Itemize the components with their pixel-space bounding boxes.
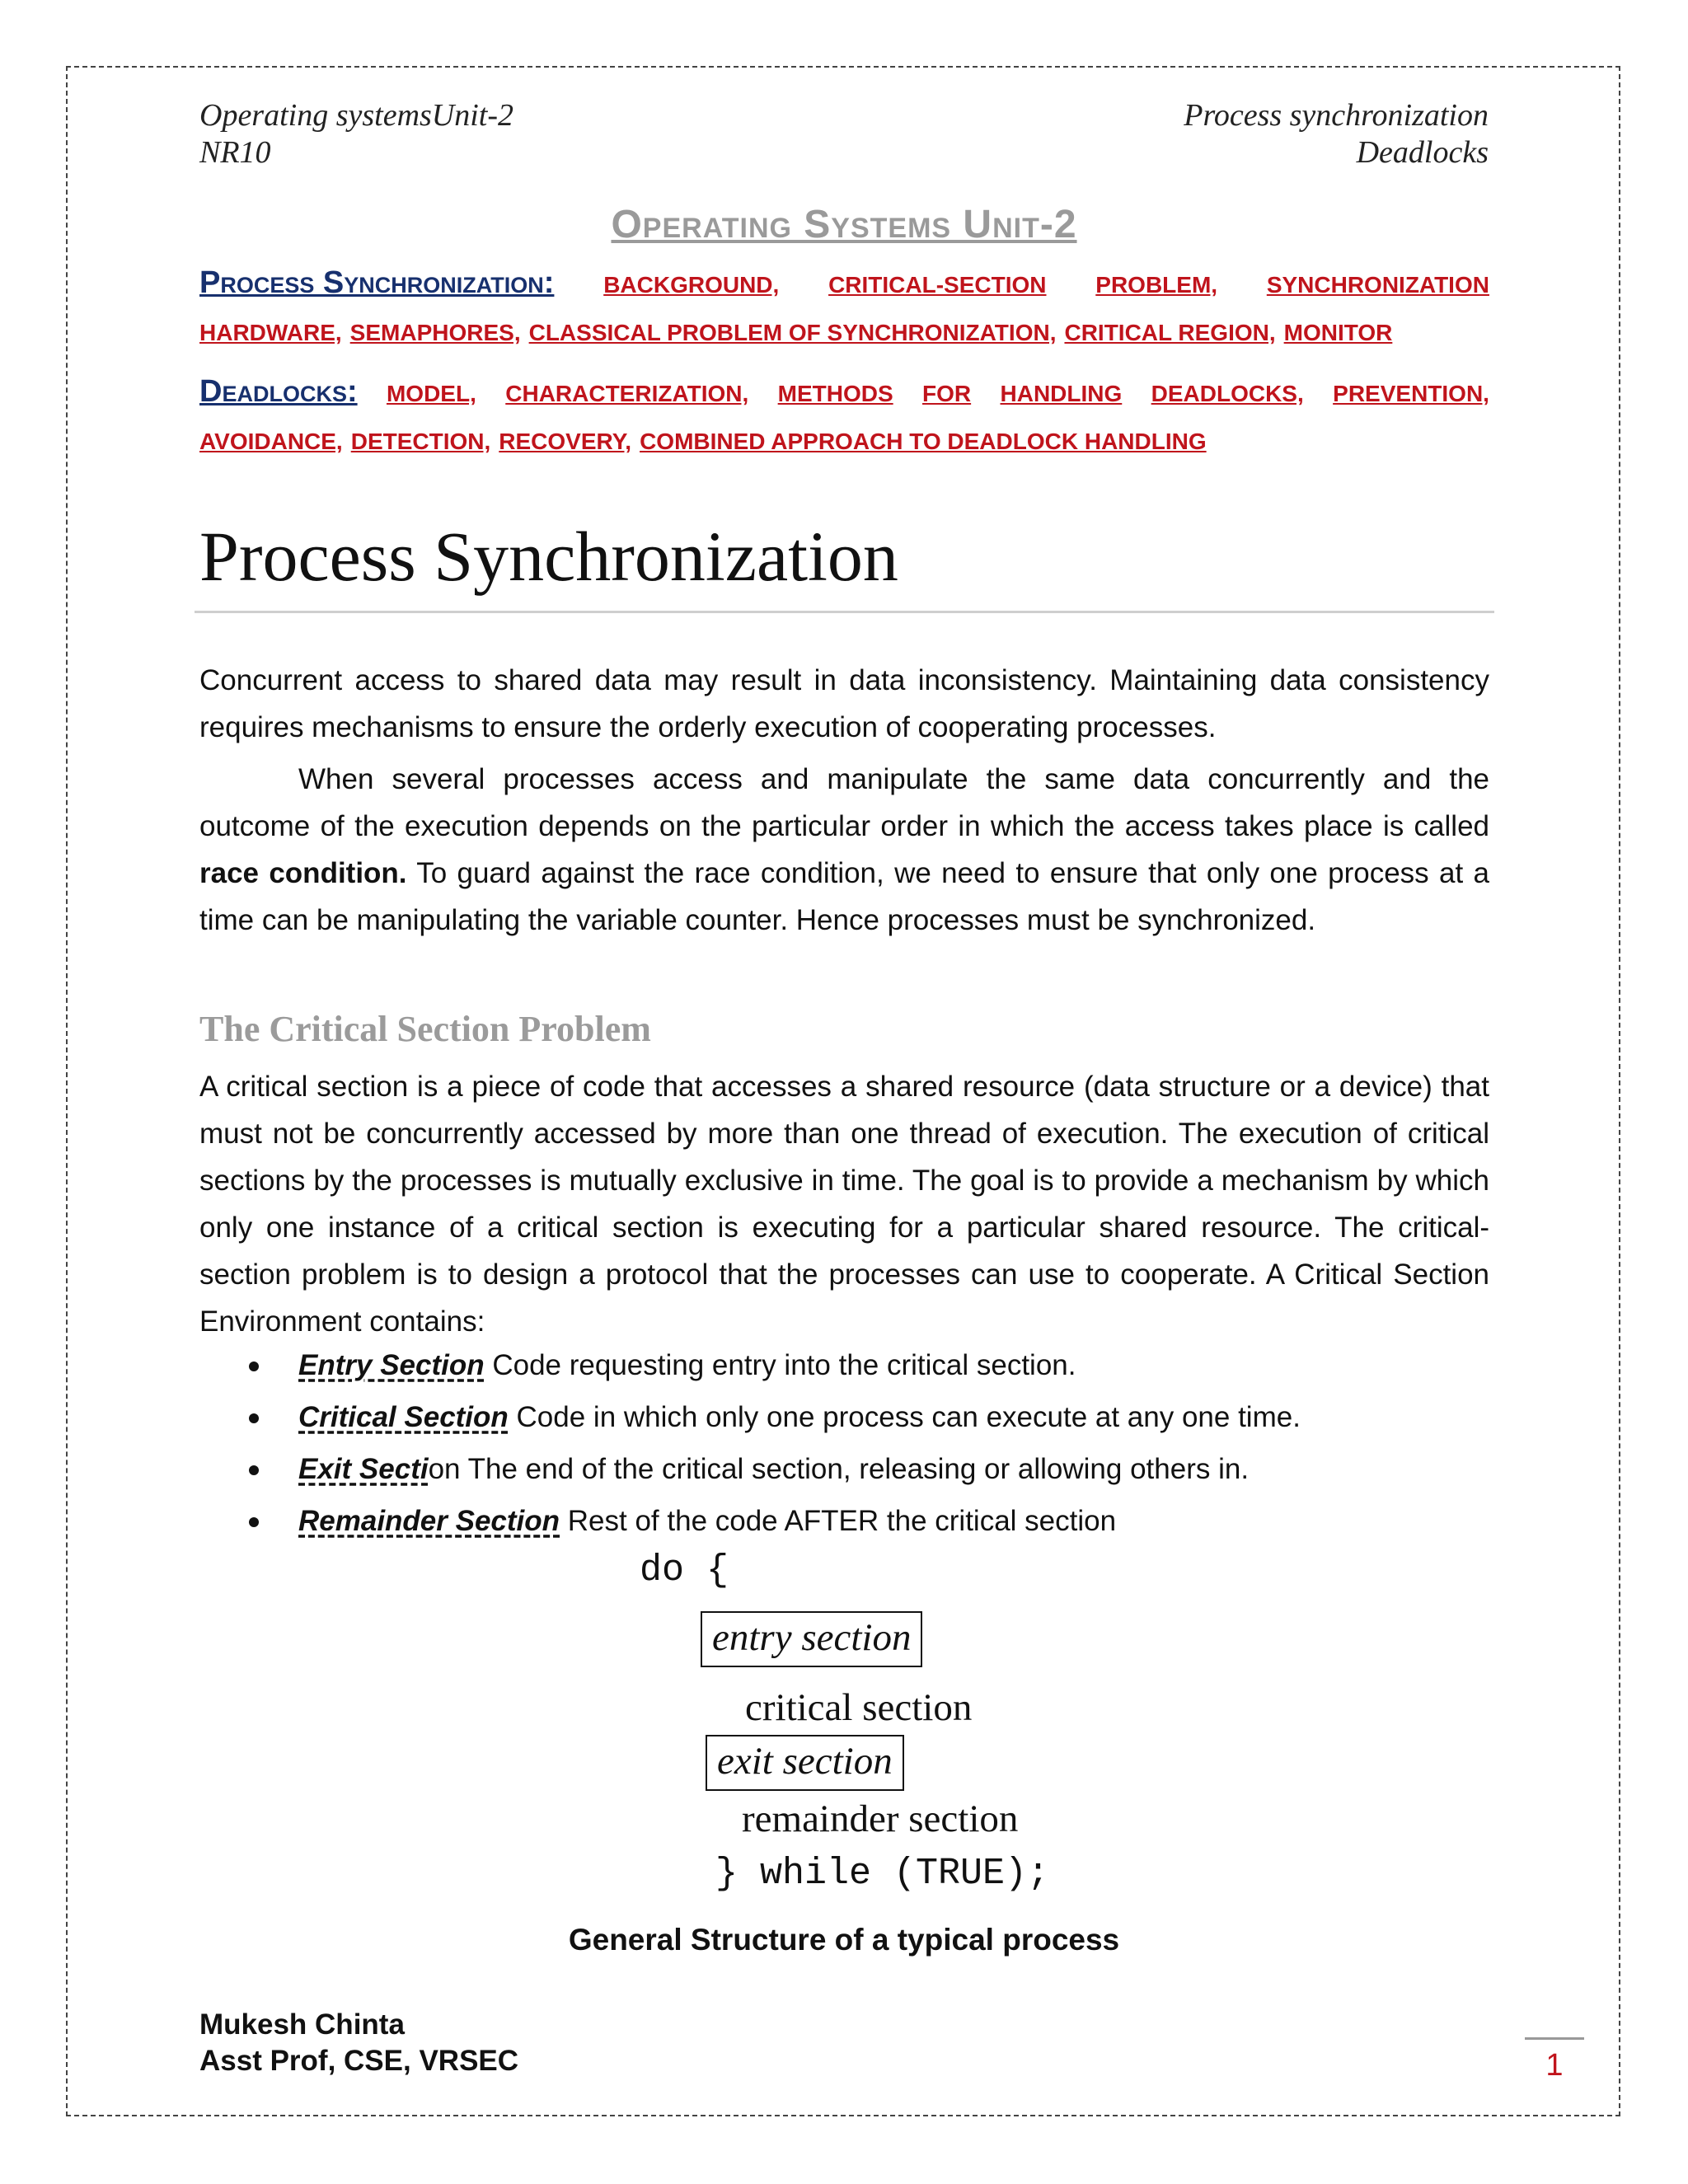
header-topic-1: Process synchronization — [1184, 98, 1489, 133]
heading-rule — [195, 611, 1494, 613]
topic-item: PROBLEM, — [1095, 272, 1218, 298]
topic-item: HARDWARE, — [199, 320, 342, 345]
code-critical-section: critical section — [745, 1686, 973, 1729]
header-course: Operating systemsUnit-2 — [199, 98, 514, 133]
topic-line-deadlocks-1 — [199, 374, 1489, 429]
topic-item: BACKGROUND, — [603, 272, 780, 298]
bullet-icon — [249, 1413, 259, 1423]
topic-line-process-sync-2 — [199, 320, 1392, 374]
page-number: 1 — [1545, 2048, 1564, 2083]
footer-author — [199, 2007, 518, 2079]
topic-item: RECOVERY, — [499, 429, 632, 454]
race-text-before: When several processes access and manipulate the same data concurrently and the outcome of the execution depends on the particular order in which the access takes place is called — [199, 763, 1489, 842]
topic-item: CHARACTERIZATION, — [505, 381, 749, 406]
section-heading: The Critical Section Problem — [199, 1009, 651, 1049]
topic-item: CLASSICAL PROBLEM OF SYNCHRONIZATION, — [528, 320, 1057, 345]
topic-item: SEMAPHORES, — [349, 320, 521, 345]
topic-line-process-sync-1 — [199, 265, 1489, 320]
bullet-icon — [249, 1361, 259, 1371]
document-title: Operating Systems Unit-2 — [611, 203, 1077, 246]
list-desc: Code requesting entry into the critical section. — [484, 1349, 1076, 1381]
topic-item: MODEL, — [386, 381, 476, 406]
list-item — [199, 1495, 1489, 1547]
figure-caption: General Structure of a typical process — [568, 1923, 1120, 1957]
topic-item: DETECTION, — [350, 429, 491, 454]
topic-item: MONITOR — [1283, 320, 1393, 345]
running-header-right — [1184, 97, 1489, 171]
race-text-after: To guard against the race condition, we need to ensure that only one process at a time can be manipulating the variable counter. Hence processes must be synchronized. — [199, 857, 1489, 936]
topic-item: SYNCHRONIZATION — [1266, 272, 1489, 298]
topic-item: CRITICAL-SECTION — [828, 272, 1047, 298]
list-item — [199, 1339, 1489, 1391]
topic-item: HANDLING — [1000, 381, 1123, 406]
running-header-left — [199, 97, 513, 171]
main-heading: Process Synchronization — [199, 517, 898, 596]
topic-item: AVOIDANCE, — [199, 429, 343, 454]
paragraph-race-condition — [199, 756, 1489, 944]
list-item — [199, 1443, 1489, 1495]
code-while-line: } while (TRUE); — [715, 1853, 1050, 1895]
list-term: Remainder Section — [298, 1505, 560, 1537]
topic-item: PREVENTION, — [1333, 381, 1489, 406]
list-desc: on The end of the critical section, releasing or allowing others in. — [428, 1453, 1250, 1485]
bullet-icon — [249, 1465, 259, 1475]
deadlocks-heading: Deadlocks: — [199, 374, 358, 409]
list-item — [199, 1391, 1489, 1443]
list-term: Entry Section — [298, 1349, 485, 1381]
topic-item: COMBINED APPROACH TO DEADLOCK HANDLING — [640, 429, 1207, 454]
code-do-line: do { — [640, 1549, 729, 1591]
paragraph-intro: Concurrent access to shared data may result in data inconsistency. Maintaining data consistency requires mechanisms to ensure the orderly execution of cooperating processes. — [199, 664, 1489, 743]
critical-section-list — [199, 1339, 1489, 1547]
race-condition-term: race condition. — [199, 857, 407, 889]
bullet-icon — [249, 1517, 259, 1527]
author-role: Asst Prof, CSE, VRSEC — [199, 2045, 519, 2077]
topic-item: METHODS — [777, 381, 893, 406]
paragraph-critical-section: A critical section is a piece of code that accesses a shared resource (data structure or a device) that must not be concurrently accessed by more than one thread of execution. The execution of critical sections by the processes is mutually exclusive in time. The goal is to provide a mechanism by which only one instance of a critical section is executing for a particular shared resource. The critical-section problem is to design a protocol that the processes can use to cooperate. A Critical Section Environment contains: — [199, 1071, 1489, 1338]
author-name: Mukesh Chinta — [199, 2008, 405, 2041]
header-regulation: NR10 — [199, 135, 271, 170]
process-sync-heading: Process Synchronization: — [199, 265, 555, 300]
list-desc: Code in which only one process can execute at any one time. — [508, 1401, 1301, 1433]
exit-section-box: exit section — [706, 1735, 904, 1791]
topic-line-deadlocks-2 — [199, 429, 1207, 483]
header-topic-2: Deadlocks — [1356, 135, 1489, 170]
page-number-rule — [1525, 2037, 1584, 2040]
topic-item: FOR — [922, 381, 972, 406]
code-remainder-section: remainder section — [742, 1797, 1019, 1840]
list-term: Exit Secti — [298, 1453, 429, 1485]
topic-item: CRITICAL REGION, — [1064, 320, 1276, 345]
topic-item: DEADLOCKS, — [1151, 381, 1304, 406]
list-term: Critical Section — [298, 1401, 509, 1433]
list-desc: Rest of the code AFTER the critical section — [560, 1505, 1117, 1537]
entry-section-box: entry section — [701, 1611, 922, 1667]
